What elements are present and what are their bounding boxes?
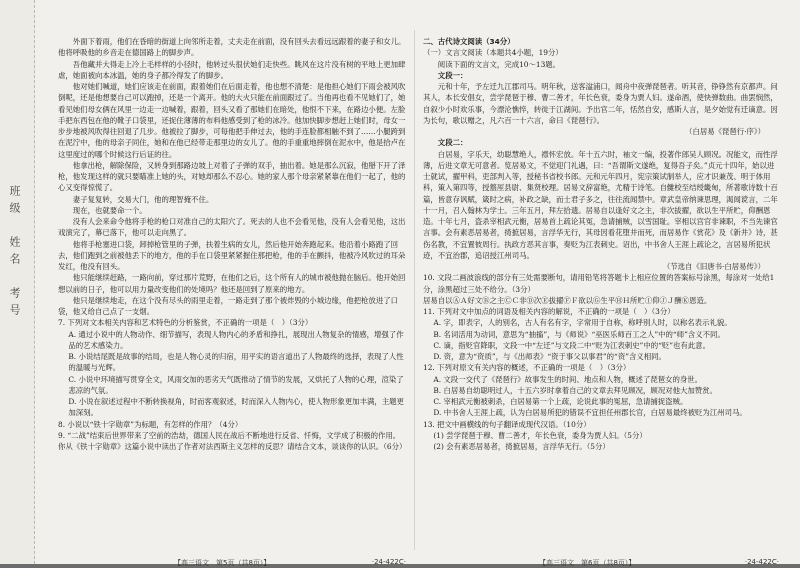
question-option: B. 名词活用为动词，意思为“抽搐”，与《师说》“巫医乐师百工之人”中的“师”含义不同。 [433,329,725,339]
question-option: (2) 会有素恶居易者，掎摭居易，言浮华无行。（5分） [433,442,610,451]
question-option: A. 文段一交代了《琵琶行》故事发生的时间、地点和人物，概述了琵琶女的身世。 [433,374,703,384]
classical-questions [423,272,779,452]
subsection-title: （一）文言文阅读（本题共4小题，19分） [423,48,563,58]
text2-label: 文段二： [437,138,468,148]
section-title: 二、古代诗文阅读（34分） [423,37,515,46]
page-number-right: 【高三语文 第6页（共8页）】 [539,559,636,567]
question-option: C. 小说中环境描写贯穿全文，风雨交加的恶劣天气既推动了情节的发展，又烘托了人物的心理，渲染了悲凉的气氛。 [68,374,404,395]
story-paragraph: 吾他藏并大得走上冷上毛样样的小径时，他转过头很伏她们走快些。眺风在这片没有树的平地上更加肆虐，她面被向本冰温，她的身子都冷得发了的脚步。 [58,59,406,80]
reading-instruction: 阅读下面的文言文，完成10～13题。 [437,59,561,69]
column-divider [414,30,415,550]
binding-margin [0,0,35,564]
text1-label: 文段一： [437,70,468,80]
question-option: D. 小说在叙述过程中不断转换视角，时而客观叙述，时而深入人物内心，使人物形象更加丰满，主题更加深刻。 [68,397,404,418]
question-option: C. 谪，指贬官降职，文段一中“左迁”与文段二中“贬为江表刺史”中的“贬”也有此意。 [433,340,711,350]
question-option: D. 中书舍人王涯上疏，认为白居易所犯的错误不宜担任州郡长官，白居易最终被贬为江州司马。 [433,408,747,418]
question-stem: 居易自以ⒶＡ好文Ⓑ之主ⒸＣ非Ⓓ次Ⓔ拔擢ⒻＦ欲以Ⓖ生平ⒽＨ所贮Ⓘ仰ⒿＪ酬Ⓚ恩造。 [423,295,712,305]
story-paragraph: 他将手枪塞进口袋，卸掉枪管里的子弹，扶着生病的女儿，然后他开始奔跑起来。他沿着小路跑了回去，他们跑到之前被他丢下的地方，他的手在口袋里紧紧握住那把枪，他的手在颤抖，他被冷风吹过的耳朵发红，他没有回头。 [58,239,406,271]
page-number-left: 【高三语文 第5页（共8页）】 [174,559,271,567]
story-paragraph: 他只能继续赶路，一路向前，穿过那片荒野，在他们之后，这个所有人的城市被他抛在脑后。他开始回想以前的日子，他可以用力量改变他们的处境吗？他还是回到了原来的地方。 [58,273,406,294]
question-option: D. 资，意为“资质”，与《出师表》“资于事父以事君”的“资”含义相同。 [433,352,666,361]
exam-code-left: ·24-422C· [371,558,406,566]
story-paragraph: 没有人会来命令他将手枪的枪口对准自己的太阳穴了。死去的人也不会看见他，没有人会看见他，这出戏演完了，幕已落下，他可以走向黑了。 [58,217,406,238]
story-paragraph: 他对她们喊道，她们应该走在前面，跟着她们在后面走着，他也想不清楚：是他担心她们下雨会被风吹倒呢，还是他想要自己可以跑掉，还是一个离开。他的大火只能在前面跟过了。当他再也看不见她们了，她看见她们母女俩在风里一边走一边喊着，跟着，回头又看了那她们在暗处，他恨不下来，在路边小便。左脸手把东西包在他的靴子口袋里，还捉住薄薄的布料他感受到了枪的冰冷。他加快脚步想赶上她们时，母女一步步地被风吹得往回退了几步。他被拉了脚步，可每他把手伸过去，他的手连脸都相触不到了……小腿跨到在泥泞中，他的母亲子同住，她和在他已经带走那里边的女儿了。他的手重重地摔倒在泥水中，他是拾卢在这里度过的哪个时候这行后证的往。 [58,82,406,159]
question-stem: 8. 小说以“铁十字勋章”为标题，有怎样的作用？（4分） [58,419,243,429]
question-option: A. 通过小说中的人物动作、细节描写，表现人物内心的矛盾和挣扎，展现出人物复杂的情感，增强了作品的艺术感染力。 [68,329,404,350]
story-questions [58,317,406,452]
exam-code-right: ·24-422C· [744,558,779,566]
right-page-column [423,36,779,538]
question-option: B. 小说结尾既是故事的结局，也是人物心灵的归宿，用平实的语言道出了人物最终的选择，表现了人性的温暖与光辉。 [68,352,404,373]
question-option: A. 字，即表字，人的别名，古人有名有字，字常用于自称，称呼别人时，以称名表示礼貌。 [433,318,732,328]
text2-body: 白居易，字乐天，幼聪慧绝人，襟怀宏放。年十五六时，袖文一编，投著作郎吴人顾况。况能文，而性浮薄，后进文章无可意者。览居易文，不觉迎门礼遇，曰：“吾谓斯文遂绝，复得吾子矣。”贞元十四年，始以进士就试，擢甲科，吏部判入等，授秘书省校书郎。元和元年四月，宪宗策试制举人，应才识兼茂、明于体用科，策入第四等，授盩厔县尉、集贤校理。居易文辞富艳，尤精于诗笔。自雠校至结绶畿甸，所著歌诗数十百篇，皆意存讽赋，箴时之病，补政之缺，而士君子多之，往往流闻禁中。章武皇帝纳谏思理，渴闻谠言，二年十一月，召入翰林为学士。三年五月，拜左拾遗。居易自以逢好文之主，非次拔擢，欲以生平所贮，仰酬恩造。十年七月，盗杀宰相武元衡，居易首上疏论其冤，急请捕贼，以雪国耻。宰相以宫官非谏职，不当先谏官言事。会有素恶居易者，掎摭居易，言浮华无行，其母因看花堕井而死，而居易作《赏花》及《新井》诗，甚伤名教，不宜置彼周行。执政方恶其言事，奏贬为江表刺史。诏出，中书舍人王涯上疏论之，言居易所犯状迹，不宜治郡，追诏授江州司马。 [423,149,778,260]
question-stem: 7. 下列对文本相关内容和艺术特色的分析鉴赏，不正确的一项是（ ）（3分） [58,318,313,328]
question-option: B. 白居易自幼聪明过人，十五六岁时拿着自己的文章去拜见顾况，顾况对他大加赞赏。 [433,385,717,395]
story-paragraph: 妻子复复转，交易大门，他的理智掩不住。 [72,194,214,204]
left-page-column [58,36,406,538]
story-paragraph: 外面下着雨，他们在昏暗的街道上向邻所走着，丈夫走在前面，没有回头去看远远跟着的妻子和女儿。他将呼吸他的乡音走在德国路上的脚步声。 [58,37,406,58]
question-option: (1) 尝学琵琶于穆、曹二善才，年长色衰，委身为贾人妇。（5分） [433,430,647,440]
question-stem: 9. “二战”结束后世界带来了空前的浩劫，德国人民在战后不断地进行反省、忏悔，文学成了积极的作用。你从《铁十字勋章》这篇小说中读出了作者对法西斯主义怎样的反思？请结合文本，谈谈你的认识。（6分） [58,430,406,451]
story-paragraph: 现在，也就要命一个。 [72,205,147,215]
text2-source: （节选自《旧唐书·白居易传》） [662,262,765,271]
story-paragraph: 他只是继续地走，在这个没有尽头的雨里走着，一路走到了那个被炸毁的小城边缘，他把枪放进了口袋，他又给自己点了一支烟。 [58,295,398,316]
question-stem: 13. 把文中画横线的句子翻译成现代汉语。（10分） [423,419,591,429]
question-option: C. 宰相武元衡被刺杀，白居易第一个上疏，论说此事的冤屈，急请捕捉盗贼。 [433,397,688,406]
question-stem: 11. 下列对文中加点的词语及相关内容的解说，不正确的一项是（ ）（3分） [423,307,675,316]
story-paragraph: 他拿出枪，解除保险，又转身到那路边坡上对着了子弹的双手，抽出着。她是那么沉寂，他掰下开了泽枪，他发现这样的就只要瞄准上她的头，对她却那么不忍心。她的家人那个母亲紧紧靠在他们一起了，他的心又变得惊慌了。 [58,160,406,193]
margin-student-info-label: 班级 姓名 考号 [8,185,21,321]
text1-body: 元和十年，予左迁九江郡司马。明年秋，送客湓浦口，闻舟中夜弹琵琶者。听其音，铮铮然有京都声。问其人，本长安倡女，尝学琵琶于穆、曹二善才，年长色衰，委身为贾人妇。遂命酒，使快弹数曲。曲罢悯然，自叙少小时欢乐事，今漂沦憔悴，转徙于江湖间。予出官二年，恬然自安，感斯人言，是夕始觉有迁谪意。因为长句，歌以赠之，凡六百一十六言，命曰《琵琶行》。 [423,82,778,125]
story-text [58,36,406,317]
question-stem: 12. 下列对原文有关内容的概述，不正确的一项是（ ）（3分） [423,363,631,373]
text1-source: （白居易《琵琶行·序》） [685,127,765,136]
question-stem: 10. 文段二画波浪线的部分有三处需要断句，请用铅笔将答题卡上相应位置的答案标号涂黑，每涂对一处给1分，涂黑超过三处不给分。（3分） [423,273,775,294]
